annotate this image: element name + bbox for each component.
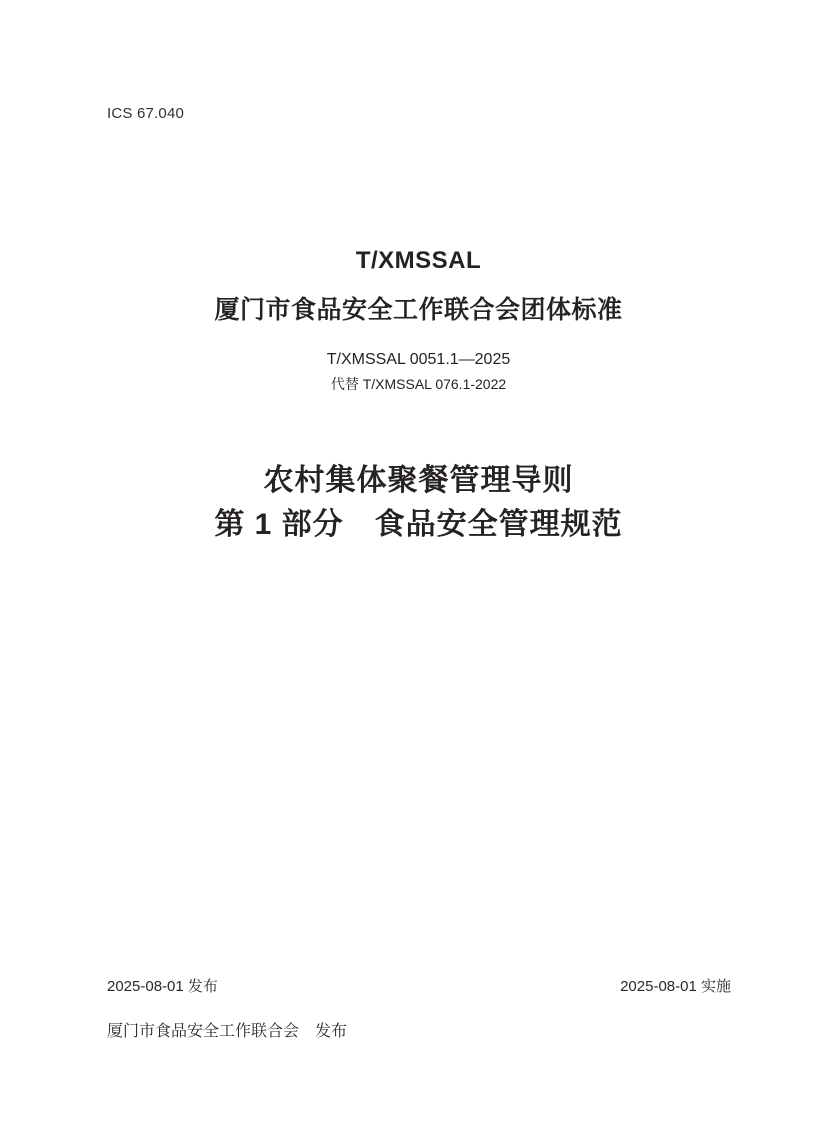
standard-replaces-note: 代替 T/XMSSAL 076.1-2022 [330, 376, 507, 392]
footer-dates-row [107, 975, 731, 996]
publisher-line: 厦门市食品安全工作联合会 发布 [107, 1023, 348, 1040]
document-title-line1: 农村集体聚餐管理导则 [263, 464, 574, 497]
document-title [105, 459, 732, 547]
content-column [105, 0, 732, 1142]
issue-date: 2025-08-01 发布 [107, 978, 218, 995]
document-title-line2: 第 1 部分 食品安全管理规范 [214, 508, 623, 541]
ics-code: ICS 67.040 [107, 105, 185, 122]
implement-date: 2025-08-01 实施 [620, 978, 731, 995]
standard-code-header: T/XMSSAL [355, 247, 482, 274]
organization-standard-title: 厦门市食品安全工作联合会团体标准 [214, 296, 623, 324]
standard-number: T/XMSSAL 0051.1—2025 [326, 351, 511, 368]
